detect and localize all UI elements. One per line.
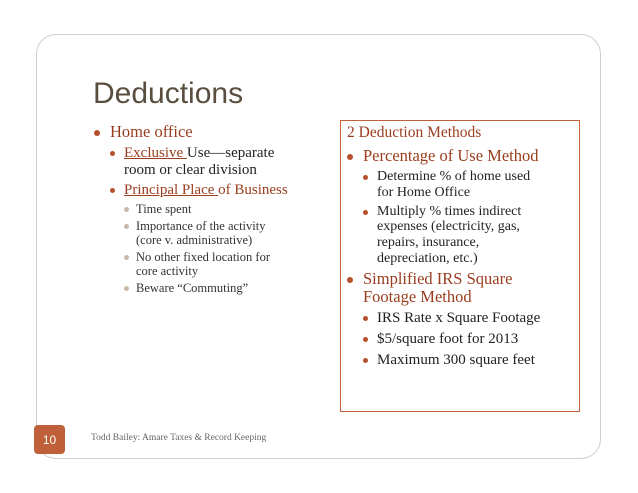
left-column	[94, 123, 334, 298]
bullet-dot-icon	[124, 207, 129, 212]
bullet-dot-icon	[363, 337, 368, 342]
exclusive-label: Exclusive	[124, 145, 187, 162]
bullet-dot-icon	[363, 316, 368, 321]
principal-rest: of Business	[218, 182, 288, 199]
bullet-home-office: Home office	[94, 123, 334, 141]
methods-heading: 2 Deduction Methods	[347, 124, 482, 141]
bullet-importance: Importance of the activity (core v. administrative)	[94, 219, 334, 247]
footer-text: Todd Bailey: Amare Taxes & Record Keeping	[91, 433, 267, 443]
page-number-badge: 10	[34, 425, 65, 454]
bullet-commuting: Beware “Commuting”	[94, 281, 334, 295]
bullet-no-other-location: No other fixed location for core activity	[94, 250, 334, 278]
exclusive-rest: Use—separate	[186, 145, 275, 162]
bullet-multiply-percent: Multiply % times indirect expenses (electricity, gas, repairs, insurance, depreciation, etc.)	[347, 204, 579, 267]
bullet-dot-icon	[347, 154, 353, 160]
bullet-determine-percent: Determine % of home used for Home Office	[347, 169, 579, 200]
bullet-dot-icon	[347, 277, 353, 283]
slide-title: Deductions	[93, 77, 244, 110]
bullet-dot-icon	[124, 286, 129, 291]
bullet-dot-icon	[94, 130, 100, 136]
bullet-simplified-method: Simplified IRS Square Footage Method	[347, 270, 579, 307]
bullet-percentage-method: Percentage of Use Method	[347, 147, 579, 165]
deduction-methods-box	[340, 120, 580, 412]
bullet-dot-icon	[363, 210, 368, 215]
bullet-dot-icon	[110, 188, 115, 193]
bullet-time-spent: Time spent	[94, 202, 334, 216]
exclusive-rest-line2: room or clear division	[124, 162, 257, 179]
bullet-dot-icon	[124, 224, 129, 229]
bullet-exclusive-use	[94, 145, 334, 179]
principal-label: Principal Place	[124, 182, 219, 199]
bullet-dot-icon	[124, 255, 129, 260]
bullet-dot-icon	[363, 358, 368, 363]
bullet-irs-rate: IRS Rate x Square Footage	[347, 310, 579, 327]
bullet-dot-icon	[110, 151, 115, 156]
bullet-maximum-300: Maximum 300 square feet	[347, 352, 579, 369]
bullet-dot-icon	[363, 175, 368, 180]
bullet-principal-place	[94, 182, 334, 199]
bullet-five-dollar: $5/square foot for 2013	[347, 331, 579, 348]
